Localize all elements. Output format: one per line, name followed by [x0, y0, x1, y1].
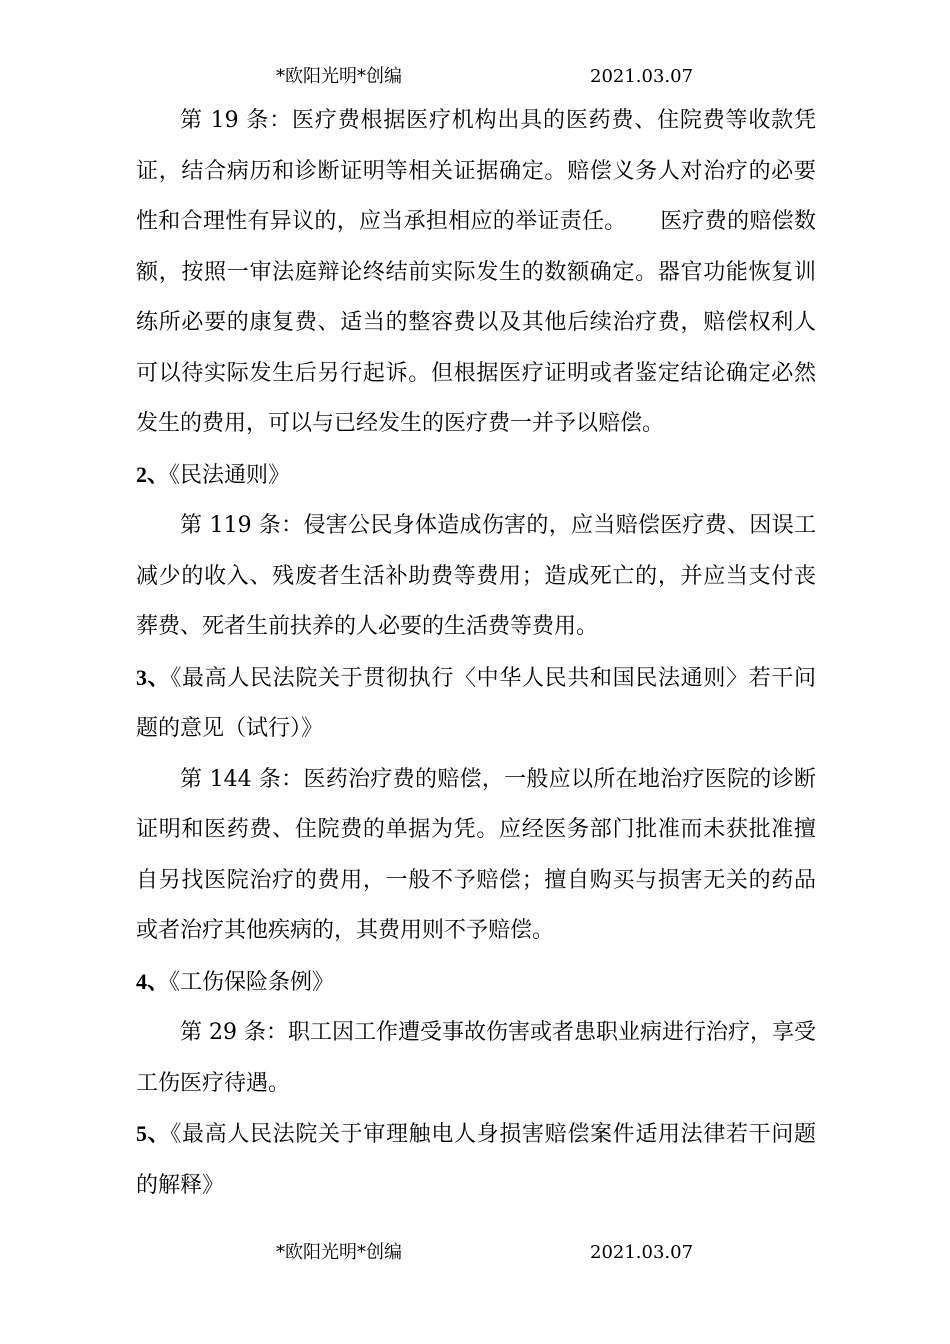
heading-text: 《民法通则》	[169, 462, 291, 488]
header-date: 2021.03.07	[590, 66, 694, 87]
heading-number: 2、	[136, 461, 170, 487]
heading-electric-shock-interpretation	[136, 1109, 816, 1211]
heading-civil-law-general-principles	[136, 450, 816, 502]
heading-text: 《最高人民法院关于贯彻执行〈中华人民共和国民法通则〉若干问题的意见（试行）》	[136, 665, 816, 741]
heading-number: 3、	[136, 664, 171, 690]
document-body	[136, 96, 816, 1211]
paragraph-article-29: 第 29 条：职工因工作遭受事故伤害或者患职业病进行治疗，享受工伤医疗待遇。	[136, 1020, 816, 1096]
heading-text: 《工伤保险条例》	[169, 969, 335, 995]
heading-work-injury-insurance	[136, 957, 816, 1009]
footer-date: 2021.03.07	[590, 1242, 694, 1263]
paragraph-article-119: 第 119 条：侵害公民身体造成伤害的，应当赔偿医疗费、因误工减少的收入、残废者生活补助费等费用；造成死亡的，并应当支付丧葬费、死者生前扶养的人必要的生活费等费用。	[136, 513, 816, 639]
paragraph-article-144: 第 144 条：医药治疗费的赔偿，一般应以所在地治疗医院的诊断证明和医药费、住院费的单据为凭。应经医务部门批准而未获批准擅自另找医院治疗的费用，一般不予赔偿；擅自购买与损害无关的药品或者治疗其他疾病的，其费用则不予赔偿。	[136, 766, 816, 943]
paragraph-article-19: 第 19 条：医疗费根据医疗机构出具的医药费、住院费等收款凭证，结合病历和诊断证明等相关证据确定。赔偿义务人对治疗的必要性和合理性有异议的，应当承担相应的举证责任。 医疗费的赔偿数额，按照一审法庭辩论终结前实际发生的数额确定。器官功能恢复训练所必要的康复费、适当的整容费以及其他后续治疗费，赔偿权利人可以待实际发生后另行起诉。但根据医疗证明或者鉴定结论确定必然发生的费用，可以与已经发生的医疗费一并予以赔偿。	[136, 108, 816, 436]
heading-supreme-court-opinions	[136, 653, 816, 755]
header-author: *欧阳光明*创编	[276, 66, 402, 87]
heading-number: 5、	[136, 1121, 171, 1146]
footer-author: *欧阳光明*创编	[276, 1242, 402, 1263]
heading-text: 《最高人民法院关于审理触电人身损害赔偿案件适用法律若干问题的解释》	[136, 1122, 816, 1198]
heading-number: 4、	[136, 968, 170, 994]
